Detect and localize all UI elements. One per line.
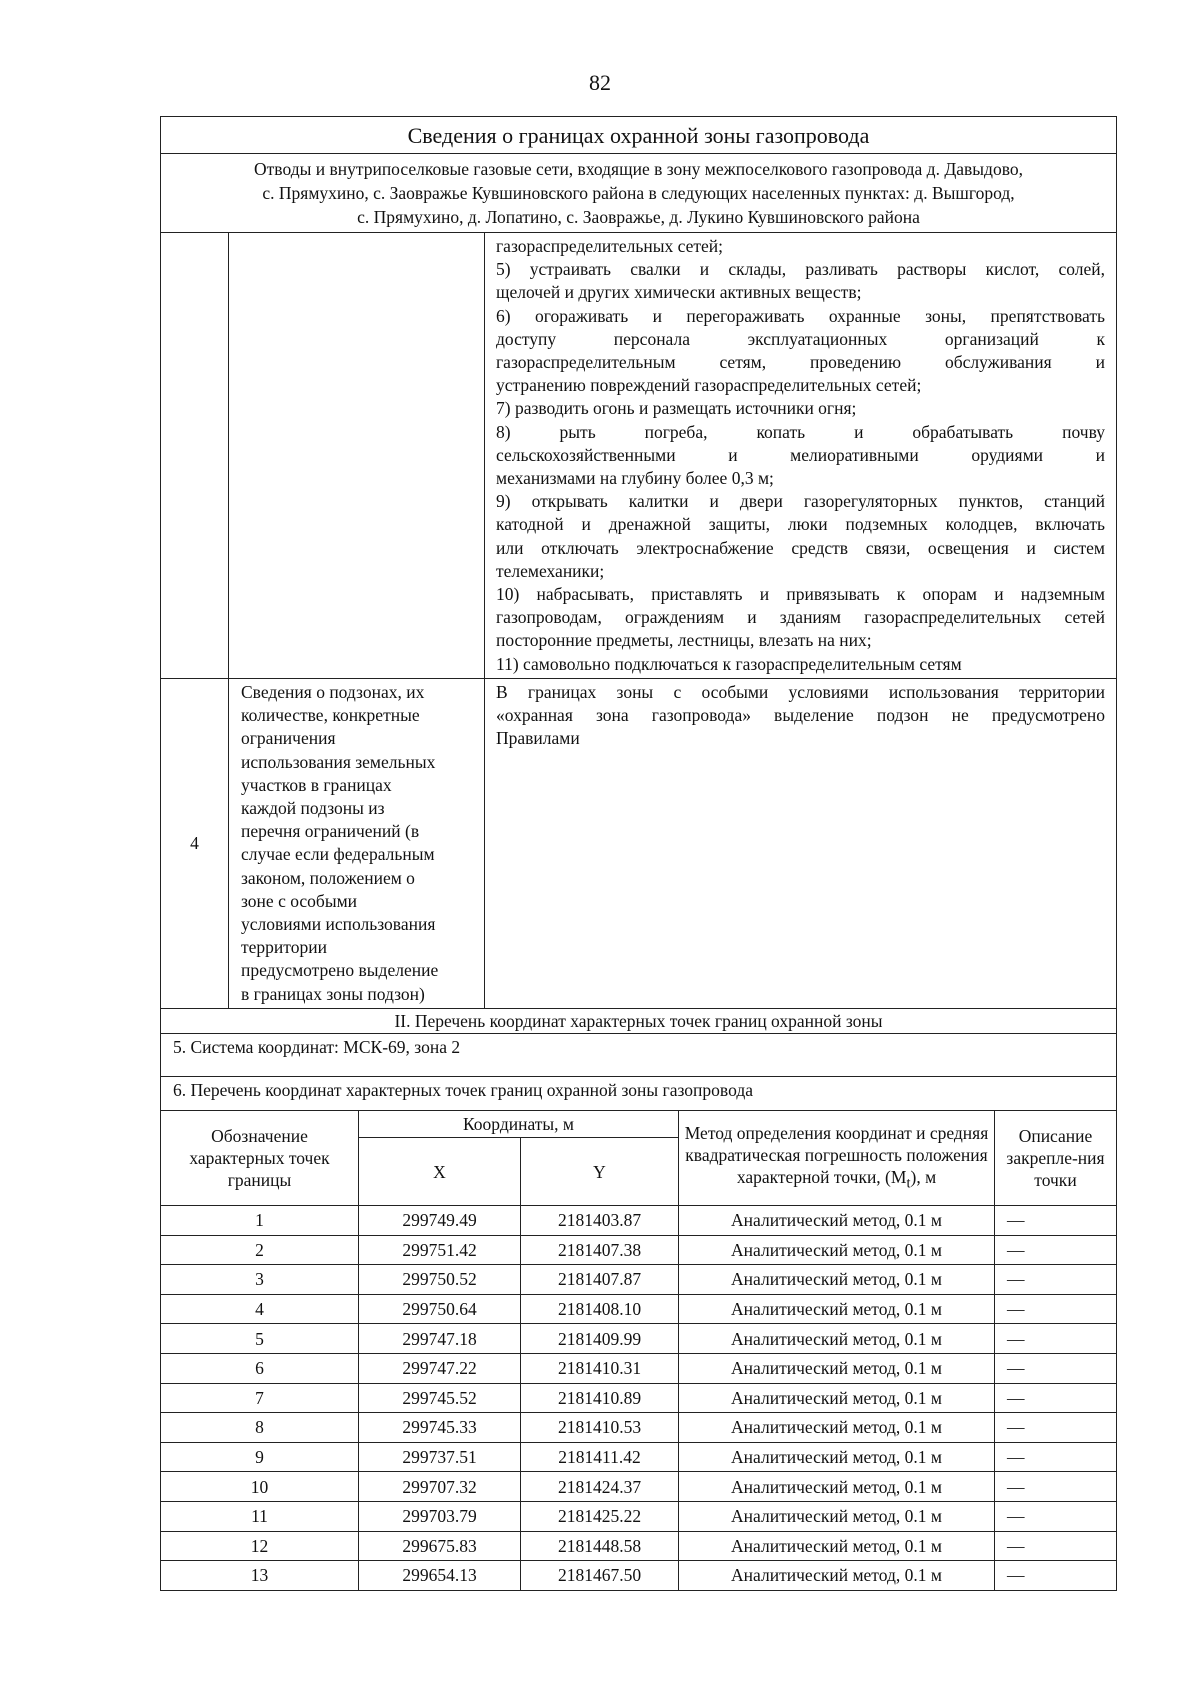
cell-y-coordinate: 2181410.53 — [521, 1413, 679, 1443]
cell-y-coordinate: 2181403.87 — [521, 1206, 679, 1236]
cell-method: Аналитический метод, 0.1 м — [679, 1531, 995, 1561]
row-4-name-line: зоне с особыми — [241, 890, 358, 911]
row-4-name-line: ограничения — [241, 728, 336, 749]
coordinates-rows — [161, 1206, 1117, 1591]
table-row — [161, 1531, 1117, 1561]
restriction-line: механизмами на глубину более 0,3 м; — [496, 468, 774, 489]
table-row — [161, 1561, 1117, 1591]
restriction-line: газопроводам, ограждениям и зданиям газораспределительных сетей — [496, 607, 1105, 628]
cell-point-number: 11 — [161, 1501, 359, 1531]
restriction-line: сельскохозяйственными и мелиоративными орудиями и — [496, 444, 1105, 465]
restriction-line: или отключать электроснабжение средств связи, освещения и систем — [496, 537, 1105, 558]
row-4-name-line: каждой подзоны из — [241, 798, 385, 819]
cell-y-coordinate: 2181409.99 — [521, 1324, 679, 1354]
restriction-line: посторонние предметы, лестницы, влезать на них; — [496, 630, 872, 651]
section-2-title: II. Перечень координат характерных точек границ охранной зоны — [161, 1009, 1117, 1034]
cell-description: — — [995, 1383, 1117, 1413]
row-4-name-line: предусмотрено выделение — [241, 960, 439, 981]
row-4-name-line: территории — [241, 937, 327, 958]
row-number-cell — [161, 233, 229, 679]
cell-description: — — [995, 1265, 1117, 1295]
cell-description: — — [995, 1472, 1117, 1502]
coordinate-list-title: 6. Перечень координат характерных точек границ охранной зоны газопровода — [161, 1077, 1117, 1124]
cell-y-coordinate: 2181408.10 — [521, 1294, 679, 1324]
cell-description: — — [995, 1442, 1117, 1472]
table-row — [161, 1206, 1117, 1236]
header-method-subscript: t — [906, 1175, 911, 1192]
cell-y-coordinate: 2181407.38 — [521, 1235, 679, 1265]
cell-description: — — [995, 1561, 1117, 1591]
restriction-line: газораспределительным сетям, проведению обслуживания и — [496, 352, 1105, 373]
table-row — [161, 1442, 1117, 1472]
header-method — [679, 1111, 995, 1206]
row-4-name-line: законом, положением о — [241, 867, 415, 888]
cell-point-number: 7 — [161, 1383, 359, 1413]
header-point: Обозначение характерных точек границы — [161, 1111, 359, 1206]
table-row — [161, 1413, 1117, 1443]
cell-point-number: 3 — [161, 1265, 359, 1295]
cell-point-number: 8 — [161, 1413, 359, 1443]
page-number: 82 — [589, 70, 611, 95]
cell-method: Аналитический метод, 0.1 м — [679, 1235, 995, 1265]
cell-point-number: 13 — [161, 1561, 359, 1591]
cell-point-number: 4 — [161, 1294, 359, 1324]
cell-x-coordinate: 299750.52 — [359, 1265, 521, 1295]
row-4-name-line: условиями использования — [241, 914, 436, 935]
cell-method: Аналитический метод, 0.1 м — [679, 1353, 995, 1383]
object-description — [161, 154, 1117, 233]
table-row — [161, 1294, 1117, 1324]
cell-point-number: 6 — [161, 1353, 359, 1383]
row-4-name-line: в границах зоны подзон) — [241, 983, 425, 1004]
cell-y-coordinate: 2181467.50 — [521, 1561, 679, 1591]
coordinate-system: 5. Система координат: МСК-69, зона 2 — [161, 1034, 1117, 1077]
cell-point-number: 2 — [161, 1235, 359, 1265]
restriction-line: катодной и дренажной защиты, люки подземных колодцев, включать — [496, 514, 1105, 535]
header-coordinates: Координаты, м — [359, 1111, 679, 1138]
cell-point-number: 9 — [161, 1442, 359, 1472]
restriction-line: доступу персонала эксплуатационных организаций к — [496, 328, 1105, 349]
cell-method: Аналитический метод, 0.1 м — [679, 1206, 995, 1236]
cell-point-number: 12 — [161, 1531, 359, 1561]
restriction-line: 11) самовольно подключаться к газораспределительным сетям — [496, 653, 962, 674]
restriction-line: устранению повреждений газораспределительных сетей; — [496, 375, 922, 396]
row-4-number: 4 — [161, 679, 229, 1009]
row-4-name-line: Сведения о подзонах, их — [241, 682, 425, 702]
restriction-line: щелочей и других химически активных веществ; — [496, 282, 862, 303]
cell-description: — — [995, 1294, 1117, 1324]
row-4-value-line: «охранная зона газопровода» выделение подзон не предусмотрено — [496, 705, 1105, 726]
cell-point-number: 10 — [161, 1472, 359, 1502]
header-x: X — [359, 1138, 521, 1206]
cell-method: Аналитический метод, 0.1 м — [679, 1324, 995, 1354]
restriction-line: 8) рыть погреба, копать и обрабатывать почву — [496, 421, 1105, 442]
table-row — [161, 1324, 1117, 1354]
cell-method: Аналитический метод, 0.1 м — [679, 1383, 995, 1413]
cell-point-number: 5 — [161, 1324, 359, 1354]
row-4-name — [229, 679, 485, 1009]
cell-x-coordinate: 299747.22 — [359, 1353, 521, 1383]
cell-y-coordinate: 2181410.31 — [521, 1353, 679, 1383]
header-description: Описание закрепле-ния точки — [995, 1111, 1117, 1206]
table-row — [161, 1235, 1117, 1265]
restriction-line: 5) устраивать свалки и склады, разливать растворы кислот, солей, — [496, 259, 1105, 280]
cell-x-coordinate: 299750.64 — [359, 1294, 521, 1324]
cell-x-coordinate: 299749.49 — [359, 1206, 521, 1236]
cell-x-coordinate: 299737.51 — [359, 1442, 521, 1472]
cell-x-coordinate: 299654.13 — [359, 1561, 521, 1591]
cell-x-coordinate: 299707.32 — [359, 1472, 521, 1502]
cell-y-coordinate: 2181424.37 — [521, 1472, 679, 1502]
restrictions-cell — [485, 233, 1117, 679]
cell-x-coordinate: 299751.42 — [359, 1235, 521, 1265]
header-method-end: ), м — [910, 1166, 937, 1187]
row-4-name-line: использования земельных — [241, 751, 436, 772]
row-4-value-line: Правилами — [496, 728, 580, 749]
cell-description: — — [995, 1413, 1117, 1443]
row-4-name-line: случае если федеральным — [241, 844, 435, 865]
header-method-text: Метод определения координат и средняя квадратическая погрешность положения характерной точки, (M — [684, 1122, 989, 1187]
cell-method: Аналитический метод, 0.1 м — [679, 1561, 995, 1591]
cell-y-coordinate: 2181425.22 — [521, 1501, 679, 1531]
row-4-name-line: участков в границах — [241, 774, 392, 795]
cell-method: Аналитический метод, 0.1 м — [679, 1472, 995, 1502]
row-4-value-line: В границах зоны с особыми условиями использования территории — [496, 682, 1105, 702]
restriction-line: телемеханики; — [496, 560, 605, 581]
cell-x-coordinate: 299747.18 — [359, 1324, 521, 1354]
row-4-name-line: количестве, конкретные — [241, 705, 420, 726]
table-row — [161, 1472, 1117, 1502]
restriction-line: 7) разводить огонь и размещать источники огня; — [496, 398, 857, 419]
cell-description: — — [995, 1531, 1117, 1561]
cell-description: — — [995, 1353, 1117, 1383]
table-row — [161, 1501, 1117, 1531]
restriction-line: газораспределительных сетей; — [496, 236, 723, 256]
document-title: Сведения о границах охранной зоны газопровода — [161, 117, 1117, 154]
cell-description: — — [995, 1501, 1117, 1531]
table-row — [161, 1383, 1117, 1413]
coordinates-table — [160, 1110, 1117, 1591]
cell-method: Аналитический метод, 0.1 м — [679, 1265, 995, 1295]
cell-x-coordinate: 299703.79 — [359, 1501, 521, 1531]
restriction-line: 10) набрасывать, приставлять и привязывать к опорам и надземным — [496, 584, 1105, 605]
cell-y-coordinate: 2181448.58 — [521, 1531, 679, 1561]
cell-description: — — [995, 1235, 1117, 1265]
cell-x-coordinate: 299675.83 — [359, 1531, 521, 1561]
cell-method: Аналитический метод, 0.1 м — [679, 1413, 995, 1443]
zone-info-table — [160, 116, 1117, 1123]
subtitle-line: Отводы и внутрипоселковые газовые сети, входящие в зону межпоселкового газопровода д. Давыдово, — [254, 159, 1023, 179]
cell-method: Аналитический метод, 0.1 м — [679, 1294, 995, 1324]
cell-y-coordinate: 2181407.87 — [521, 1265, 679, 1295]
row-name-cell — [229, 233, 485, 679]
cell-x-coordinate: 299745.52 — [359, 1383, 521, 1413]
table-row — [161, 1353, 1117, 1383]
subtitle-line: с. Прямухино, д. Лопатино, с. Заовражье, д. Лукино Кувшиновского района — [357, 207, 920, 227]
table-row — [161, 1265, 1117, 1295]
cell-y-coordinate: 2181410.89 — [521, 1383, 679, 1413]
cell-description: — — [995, 1324, 1117, 1354]
header-y: Y — [521, 1138, 679, 1206]
cell-description: — — [995, 1206, 1117, 1236]
cell-y-coordinate: 2181411.42 — [521, 1442, 679, 1472]
row-4-value — [485, 679, 1117, 1009]
cell-x-coordinate: 299745.33 — [359, 1413, 521, 1443]
restriction-line: 6) огораживать и перегораживать охранные зоны, препятствовать — [496, 305, 1105, 326]
row-4-name-line: перечня ограничений (в — [241, 821, 420, 842]
cell-point-number: 1 — [161, 1206, 359, 1236]
cell-method: Аналитический метод, 0.1 м — [679, 1501, 995, 1531]
restriction-line: 9) открывать калитки и двери газорегуляторных пунктов, станций — [496, 491, 1105, 512]
cell-method: Аналитический метод, 0.1 м — [679, 1442, 995, 1472]
subtitle-line: с. Прямухино, с. Заовражье Кувшиновского района в следующих населенных пунктах: д. Вышгород, — [262, 183, 1015, 203]
